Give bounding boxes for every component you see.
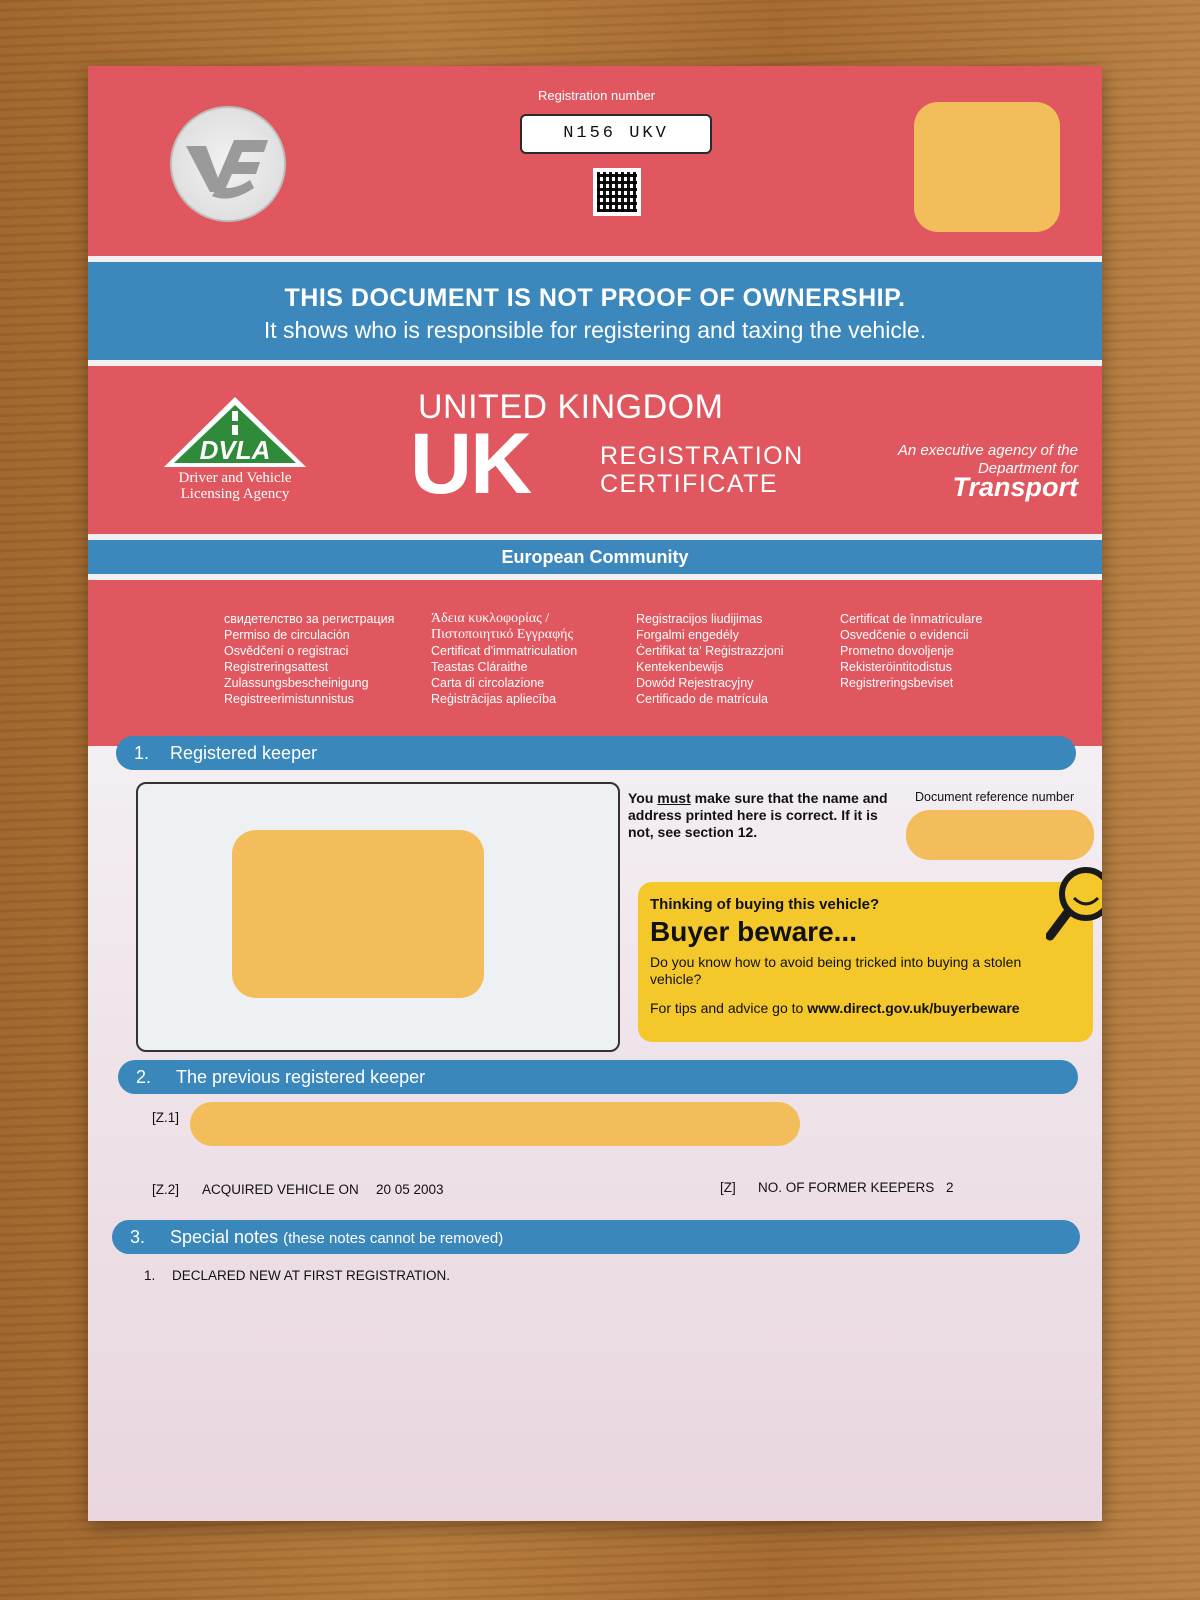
section-1-header: 1. Registered keeper [116, 736, 1076, 770]
registration-number: N156 UKV [520, 114, 712, 154]
svg-text:DVLA: DVLA [199, 435, 271, 465]
language-list: Άδεια κυκλοφορίας / Πιστοποιητικό Εγγραφής Certificat d'immatriculation Teastas Cláraithe Carta di circolazione Reģistrācijas apliecība [431, 611, 578, 706]
buyer-beware-box [638, 882, 1093, 1042]
certificate-title: REGISTRATION CERTIFICATE [600, 442, 804, 498]
eu-title: European Community [501, 547, 689, 567]
note-number: 1. [144, 1268, 156, 1283]
v5c-logo-icon [170, 106, 286, 222]
keeper-address-box [136, 782, 620, 1052]
z2-code: [Z.2] [152, 1182, 180, 1197]
redacted-block [232, 830, 484, 998]
redacted-block [190, 1102, 800, 1146]
banner-subtitle: It shows who is responsible for registering and taxing the vehicle. [263, 317, 927, 343]
buyer-tip: For tips and advice go to www.direct.gov.uk/buyerbeware [650, 1000, 1020, 1016]
acquired-label: ACQUIRED VEHICLE ON [202, 1182, 359, 1197]
must-check-text: You must make sure that the name and address printed here is correct. If it is not, see section 12. [628, 790, 888, 840]
section-3-header: 3. Special notes (these notes cannot be removed) [112, 1220, 1080, 1254]
magnifier-icon [1046, 864, 1102, 952]
acquired-date: 20 05 2003 [376, 1182, 444, 1197]
buyer-title: Buyer beware... [650, 916, 857, 947]
language-list: Certificat de înmatriculare Osvedčenie o evidencii Prometno dovoljenje Rekisteröintitodistus Registreringsbeviset [840, 612, 983, 690]
banner-title: THIS DOCUMENT IS NOT PROOF OF OWNERSHIP. [284, 284, 906, 312]
not-proof-banner [88, 262, 1102, 360]
registration-label: Registration number [538, 88, 656, 103]
barcode-icon [593, 168, 641, 216]
doc-ref-label: Document reference number [915, 790, 1075, 804]
country-name: UNITED KINGDOM [418, 388, 724, 426]
registration-certificate [88, 66, 1102, 1521]
section-1-title: Registered keeper [170, 743, 318, 763]
agency-text: An executive agency of the Department for Transport [848, 442, 1078, 496]
section-2-title: The previous registered keeper [176, 1067, 426, 1087]
eu-band [88, 540, 1102, 574]
redacted-block [914, 102, 1060, 232]
buyer-url: www.direct.gov.uk/buyerbeware [807, 1000, 1020, 1016]
z-code: [Z] [720, 1180, 736, 1195]
section-2-header: 2. The previous registered keeper [118, 1060, 1078, 1094]
language-list: свидетелство за регистрация Permiso de circulación Osvědčení o registraci Registreringsattest Zulassungsbescheinigung Registreerimistunnistus [224, 612, 395, 706]
dvla-caption: Driver and Vehicle Licensing Agency [178, 470, 292, 502]
z1-code: [Z.1] [152, 1110, 180, 1125]
country-code: UK [410, 416, 531, 512]
language-list: Registracijos liudijimas Forgalmi engedély Ċertifikat ta' Reġistrazzjoni Kentekenbewijs Dowód Rejestracyjny Certificado de matrícula [636, 612, 784, 706]
redacted-block [906, 810, 1094, 860]
former-keepers-label: NO. OF FORMER KEEPERS [758, 1180, 935, 1195]
transport-logo: Transport [952, 472, 1078, 502]
former-keepers-count: 2 [946, 1180, 954, 1195]
buyer-body: Do you know how to avoid being tricked into buying a stolen vehicle? [650, 954, 1022, 987]
note-text: DECLARED NEW AT FIRST REGISTRATION. [172, 1268, 451, 1283]
section-3-title: Special notes (these notes cannot be removed) [170, 1227, 504, 1247]
buyer-question: Thinking of buying this vehicle? [650, 896, 880, 913]
